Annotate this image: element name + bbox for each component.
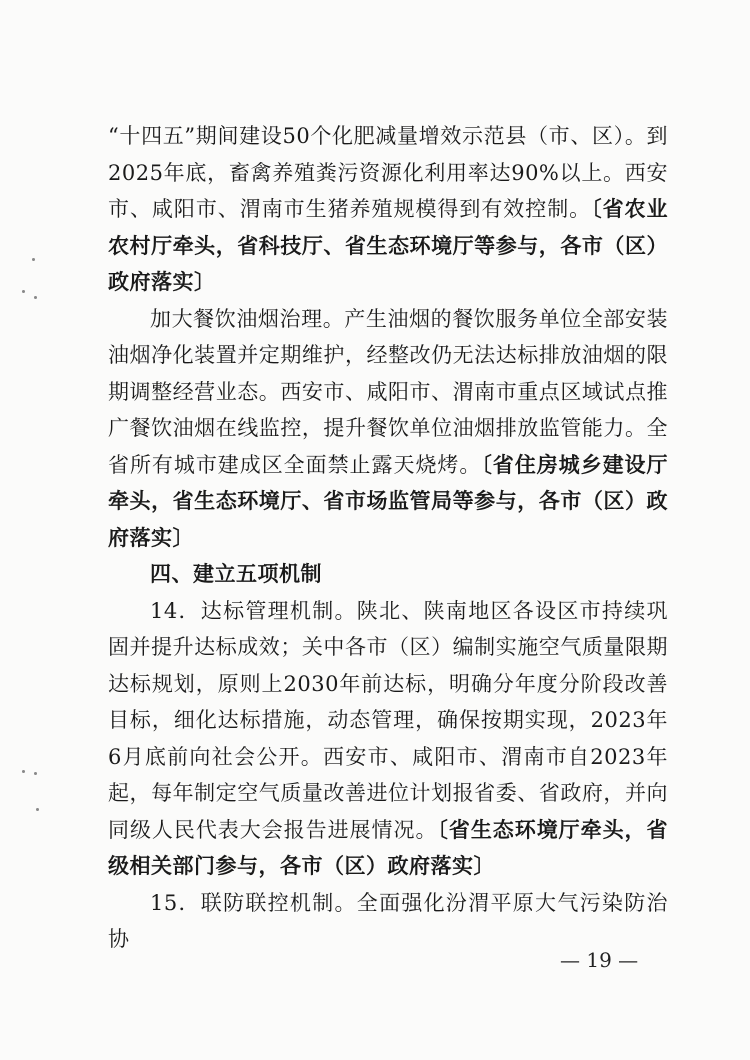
scan-speck [32,258,35,261]
paragraph-text: “十四五”期间建设50个化肥减量增效示范县（市、区）。到2025年底，畜禽养殖粪污资源化利用率达90%以上。西安市、咸阳市、渭南市生猪养殖规模得到有效控制。 [108,124,668,221]
scan-speck [34,296,37,299]
paragraph-text: 15．联防联控机制。全面强化汾渭平原大气污染防治协 [108,890,668,951]
section-heading: 四、建立五项机制 [150,561,322,586]
responsibility-note: 〔省住房城乡建设厅牵头，省生态环境厅、省市场监管局等参与，各市（区）政府落实〕 [108,451,669,550]
scan-speck [22,290,25,293]
responsibility-note: 〔省农业农村厅牵头，省科技厅、省生态环境厅等参与，各市（区）政府落实〕 [108,196,669,294]
paragraph-compliance-mechanism [108,593,668,885]
paragraph-fertilizer-livestock [108,118,668,301]
paragraph-joint-control-mechanism [108,885,668,958]
responsibility-note: 〔省生态环境厅牵头，省级相关部门参与，各市（区）政府落实〕 [108,816,669,878]
paragraph-catering-fumes [108,301,668,557]
page-number: — 19 — [560,948,639,972]
paragraph-text: 14．达标管理机制。陕北、陕南地区各设区市持续巩固并提升达标成效；关中各市（区）编制实施空气质量限期达标规划，原则上2030年前达标，明确分年度分阶段改善目标，细化达标措施，动态管理，确保按期实现，2023年6月底前向社会公开。西安市、咸阳市、渭南市自2023年起，每年制定空气质量改善进位计划报省委、省政府，并向同级人民代表大会报告进展情况。 [108,598,668,842]
scan-speck [22,770,25,773]
document-body [108,118,668,958]
paragraph-text: 加大餐饮油烟治理。产生油烟的餐饮服务单位全部安装油烟净化装置并定期维护，经整改仍无法达标排放油烟的限期调整经营业态。西安市、咸阳市、渭南市重点区域试点推广餐饮油烟在线监控，提升餐饮单位油烟排放监管能力。全省所有城市建成区全面禁止露天烧烤。 [108,306,668,477]
scan-speck [34,772,37,775]
scan-speck [36,808,39,811]
